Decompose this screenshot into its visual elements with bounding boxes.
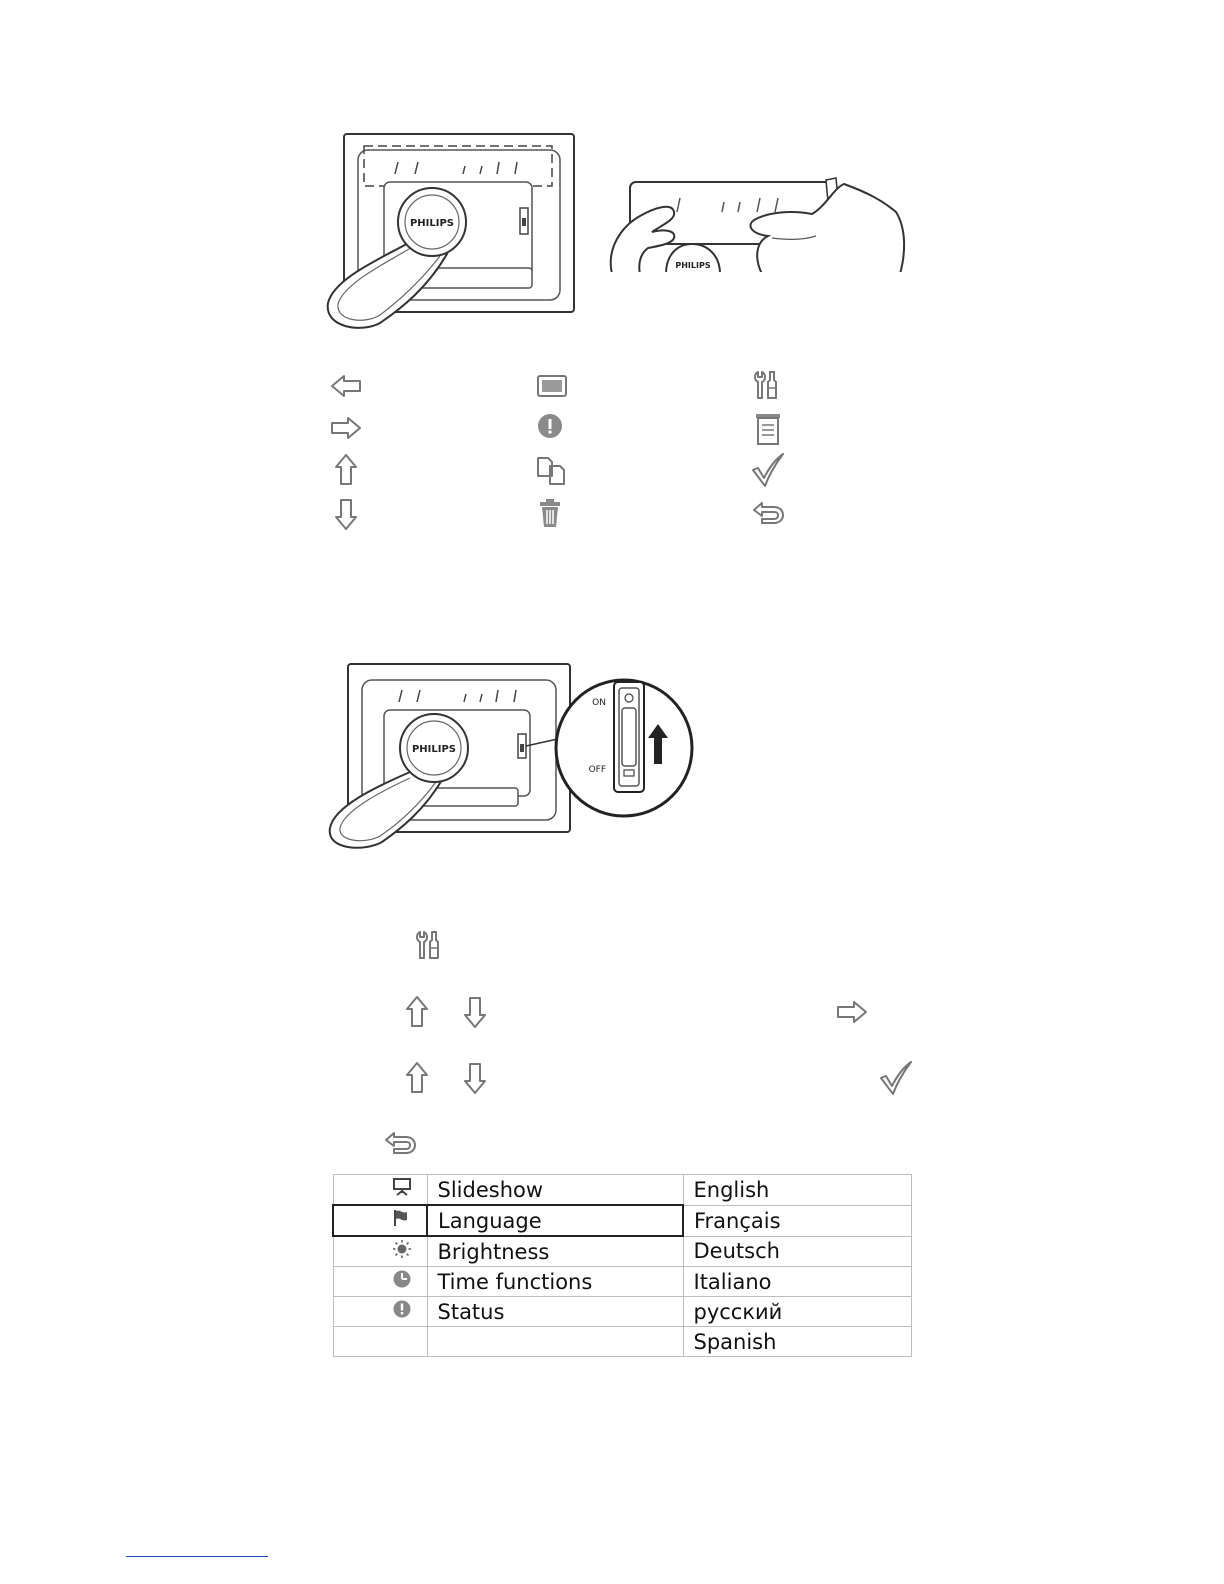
arrow-up-icon <box>328 452 364 488</box>
menu-item-label: Time functions <box>427 1267 683 1297</box>
menu-item-label: Brightness <box>427 1236 683 1267</box>
status-info-icon <box>534 410 570 446</box>
frame-controls-illustration <box>322 128 912 334</box>
power-switch-illustration <box>322 660 702 852</box>
menu-item-label <box>427 1327 683 1357</box>
table-row[interactable] <box>333 1267 912 1297</box>
table-row[interactable] <box>333 1175 912 1206</box>
brand-logo-1: PHILIPS <box>409 218 455 229</box>
arrow-right-icon <box>834 994 870 1030</box>
menu-value-label: English <box>683 1175 912 1206</box>
table-row[interactable] <box>333 1297 912 1327</box>
document-icon <box>750 410 786 446</box>
settings-tools-icon <box>412 928 448 964</box>
switch-on-label: ON <box>592 698 606 708</box>
table-row[interactable] <box>333 1327 912 1357</box>
menu-item-label: Language <box>427 1205 683 1236</box>
arrow-down-icon <box>328 496 364 532</box>
arrow-up-icon <box>399 1060 435 1096</box>
brightness-sun-icon <box>391 1239 413 1259</box>
footer-link-underline <box>126 1556 268 1557</box>
settings-menu-table <box>332 1174 912 1357</box>
arrow-down-icon <box>457 1060 493 1096</box>
time-clock-icon <box>391 1269 413 1289</box>
arrow-right-icon <box>328 410 364 446</box>
slideshow-icon <box>391 1177 413 1197</box>
menu-item-label: Status <box>427 1297 683 1327</box>
screen-icon <box>534 368 570 404</box>
checkmark-icon <box>750 452 786 488</box>
back-return-icon <box>382 1126 418 1162</box>
arrow-left-icon <box>328 368 364 404</box>
menu-item-label: Slideshow <box>427 1175 683 1206</box>
menu-value-label: Français <box>683 1205 912 1236</box>
trash-icon <box>534 496 570 532</box>
brand-logo-2: PHILIPS <box>675 261 711 270</box>
copy-icon <box>534 452 570 488</box>
language-flag-icon <box>390 1208 412 1228</box>
menu-value-label: Italiano <box>683 1267 912 1297</box>
brand-logo-3: PHILIPS <box>411 744 457 755</box>
switch-off-label: OFF <box>588 765 606 775</box>
back-return-icon <box>750 496 786 532</box>
menu-value-label: русский <box>683 1297 912 1327</box>
menu-value-label: Spanish <box>683 1327 912 1357</box>
arrow-up-icon <box>399 994 435 1030</box>
settings-tools-icon <box>750 368 786 404</box>
menu-value-label: Deutsch <box>683 1236 912 1267</box>
checkmark-icon <box>878 1060 914 1096</box>
status-info-icon <box>391 1299 413 1319</box>
arrow-down-icon <box>457 994 493 1030</box>
table-row[interactable] <box>333 1205 912 1236</box>
table-row[interactable] <box>333 1236 912 1267</box>
